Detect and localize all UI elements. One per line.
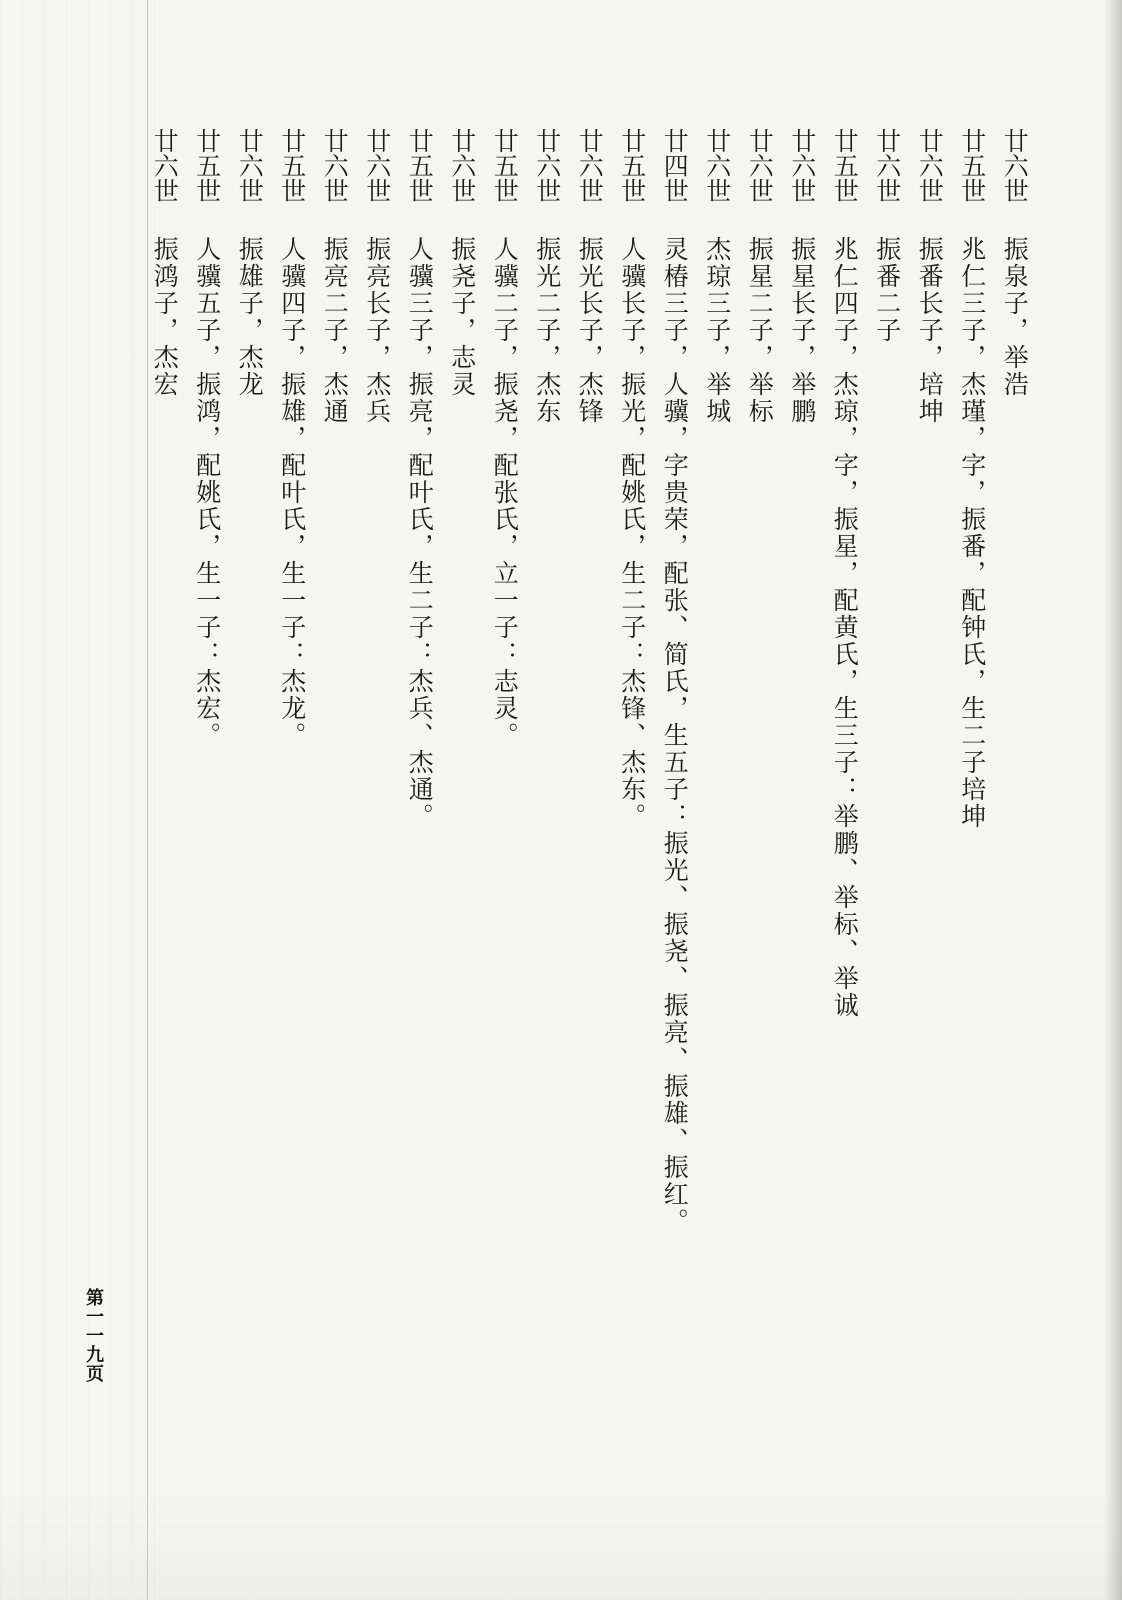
entry-column bbox=[951, 128, 994, 830]
entry-text: 兆仁三子，杰瑾，字，振番，配钟氏，生二子培坤 bbox=[957, 236, 987, 830]
entry-column bbox=[994, 128, 1037, 398]
generation-label: 廿五世 bbox=[405, 128, 435, 203]
page-number: 第一一九页 bbox=[83, 1288, 104, 1383]
entry-column bbox=[739, 128, 782, 425]
generation-label: 廿六世 bbox=[150, 128, 180, 203]
generation-label: 廿五世 bbox=[617, 128, 647, 203]
entry-column bbox=[271, 128, 314, 749]
generation-label: 廿六世 bbox=[1000, 128, 1030, 203]
generation-label: 廿六世 bbox=[872, 128, 902, 203]
entry-text: 振光二子，杰东 bbox=[532, 236, 562, 425]
entry-column bbox=[144, 128, 187, 398]
generation-label: 廿五世 bbox=[957, 128, 987, 203]
entry-text: 人骥五子，振鸿，配姚氏，生一子：杰宏。 bbox=[192, 236, 222, 749]
entry-text: 振鸿子，杰宏 bbox=[150, 236, 180, 398]
generation-label: 廿四世 bbox=[660, 128, 690, 203]
entry-column bbox=[611, 128, 654, 830]
page-bottom-shading bbox=[0, 1490, 1122, 1600]
entry-column bbox=[399, 128, 442, 830]
entry-text: 人骥三子，振亮，配叶氏，生二子：杰兵、杰通。 bbox=[405, 236, 435, 830]
entry-text: 人骥长子，振光，配姚氏，生二子：杰锋、杰东。 bbox=[617, 236, 647, 830]
entry-text: 振星长子，举鹏 bbox=[787, 236, 817, 425]
entry-text: 灵椿三子，人骥，字贵荣，配张、简氏，生五子：振光、振尧、振亮、振雄、振红。 bbox=[660, 236, 690, 1235]
entry-column bbox=[441, 128, 484, 398]
generation-label: 廿六世 bbox=[235, 128, 265, 203]
entry-text: 杰琼三子，举城 bbox=[702, 236, 732, 425]
entry-column bbox=[186, 128, 229, 749]
entry-column bbox=[314, 128, 357, 425]
generation-label: 廿六世 bbox=[745, 128, 775, 203]
entry-text: 振亮二子，杰通 bbox=[320, 236, 350, 425]
entry-text: 振星二子，举标 bbox=[745, 236, 775, 425]
entry-text: 振亮长子，杰兵 bbox=[362, 236, 392, 425]
entry-text: 振光长子，杰锋 bbox=[575, 236, 605, 425]
entry-text: 振雄子，杰龙 bbox=[235, 236, 265, 398]
entry-text: 振番长子，培坤 bbox=[915, 236, 945, 425]
entry-column bbox=[526, 128, 569, 425]
generation-label: 廿五世 bbox=[277, 128, 307, 203]
entry-column bbox=[866, 128, 909, 344]
generation-label: 廿六世 bbox=[787, 128, 817, 203]
generation-label: 廿六世 bbox=[362, 128, 392, 203]
entry-column bbox=[569, 128, 612, 425]
entry-text: 振番二子 bbox=[872, 236, 902, 344]
entry-text: 兆仁四子，杰琼，字，振星，配黄氏，生三子：举鹏、举标、举诚 bbox=[830, 236, 860, 1019]
entry-column bbox=[654, 128, 697, 1235]
entry-column bbox=[229, 128, 272, 398]
entry-column bbox=[781, 128, 824, 425]
entry-text: 人骥四子，振雄，配叶氏，生一子：杰龙。 bbox=[277, 236, 307, 749]
page-right-edge bbox=[1104, 0, 1122, 1600]
generation-label: 廿六世 bbox=[447, 128, 477, 203]
generation-label: 廿六世 bbox=[702, 128, 732, 203]
generation-label: 廿六世 bbox=[575, 128, 605, 203]
entry-text: 振尧子，志灵 bbox=[447, 236, 477, 398]
entry-column bbox=[356, 128, 399, 425]
entry-text: 人骥二子，振尧，配张氏，立一子：志灵。 bbox=[490, 236, 520, 749]
entry-column bbox=[909, 128, 952, 425]
genealogy-columns bbox=[144, 128, 1037, 1358]
entry-column bbox=[484, 128, 527, 749]
entry-text: 振泉子，举浩 bbox=[1000, 236, 1030, 398]
generation-label: 廿六世 bbox=[915, 128, 945, 203]
generation-label: 廿五世 bbox=[192, 128, 222, 203]
generation-label: 廿五世 bbox=[490, 128, 520, 203]
generation-label: 廿五世 bbox=[830, 128, 860, 203]
generation-label: 廿六世 bbox=[532, 128, 562, 203]
entry-column bbox=[696, 128, 739, 425]
entry-column bbox=[824, 128, 867, 1019]
generation-label: 廿六世 bbox=[320, 128, 350, 203]
